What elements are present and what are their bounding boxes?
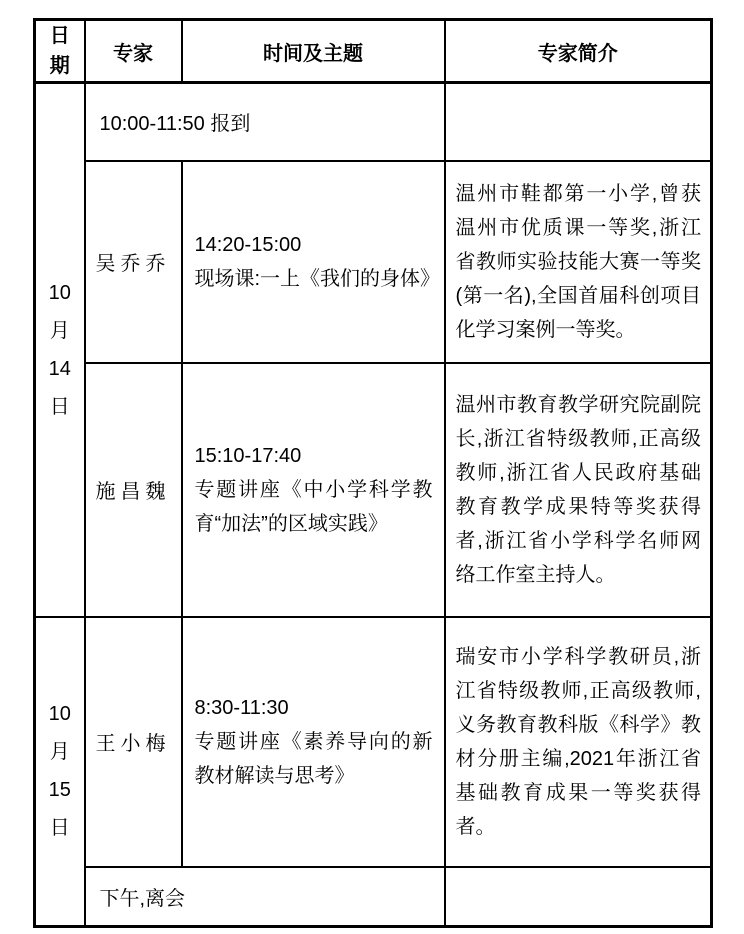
expert-name-wuqiaoqiao: 吴乔乔 — [85, 161, 182, 363]
schedule-table — [33, 18, 713, 928]
session-time: 15:10-17:40 — [194, 444, 302, 467]
session-row-wuqiaoqiao — [35, 161, 712, 363]
departure-intro-empty-cell — [445, 867, 712, 927]
date-cell-oct15 — [35, 617, 85, 927]
checkin-row — [35, 83, 712, 161]
time-topic-cell-wangxiaomei — [182, 617, 445, 867]
departure-cell: 下午,离会 — [85, 867, 445, 927]
session-row-shichangwei — [35, 363, 712, 617]
session-topic: 现场课:一上《我们的身体》 — [194, 267, 441, 290]
expert-name-shichangwei: 施昌魏 — [85, 363, 182, 617]
expert-intro-wuqiaoqiao: 温州市鞋都第一小学,曾获温州市优质课一等奖,浙江省教师实验技能大赛一等奖(第一名),全国首届科创项目化学习案例一等奖。 — [445, 161, 712, 363]
date-oct15-label: 10月15日 — [48, 703, 71, 840]
header-expert-intro: 专家简介 — [445, 20, 712, 83]
header-expert: 专家 — [85, 20, 182, 83]
session-time: 14:20-15:00 — [194, 233, 302, 256]
header-date-label: 日期 — [49, 25, 70, 77]
time-topic-cell-wuqiaoqiao — [182, 161, 445, 363]
expert-intro-wangxiaomei: 瑞安市小学科学教研员,浙江省特级教师,正高级教师,义务教育教科版《科学》教材分册主编,2021年浙江省基础教育成果一等奖获得者。 — [445, 617, 712, 867]
header-row — [35, 20, 712, 83]
session-row-wangxiaomei — [35, 617, 712, 867]
checkin-cell: 10:00-11:50 报到 — [85, 83, 445, 161]
expert-intro-shichangwei: 温州市教育教学研究院副院长,浙江省特级教师,正高级教师,浙江省人民政府基础教育教学成果特等奖获得者,浙江省小学科学名师网络工作室主持人。 — [445, 363, 712, 617]
expert-name-wangxiaomei: 王小梅 — [85, 617, 182, 867]
checkin-intro-empty-cell — [445, 83, 712, 161]
time-topic-cell-shichangwei — [182, 363, 445, 617]
date-cell-oct14 — [35, 83, 85, 617]
session-topic: 专题讲座《中小学科学教育“加法”的区域实践》 — [194, 478, 433, 535]
header-date — [35, 20, 85, 83]
session-time: 8:30-11:30 — [194, 696, 289, 719]
departure-row — [35, 867, 712, 927]
session-topic: 专题讲座《素养导向的新教材解读与思考》 — [194, 730, 433, 787]
date-oct14-label: 10月14日 — [48, 281, 71, 418]
header-time-topic: 时间及主题 — [182, 20, 445, 83]
